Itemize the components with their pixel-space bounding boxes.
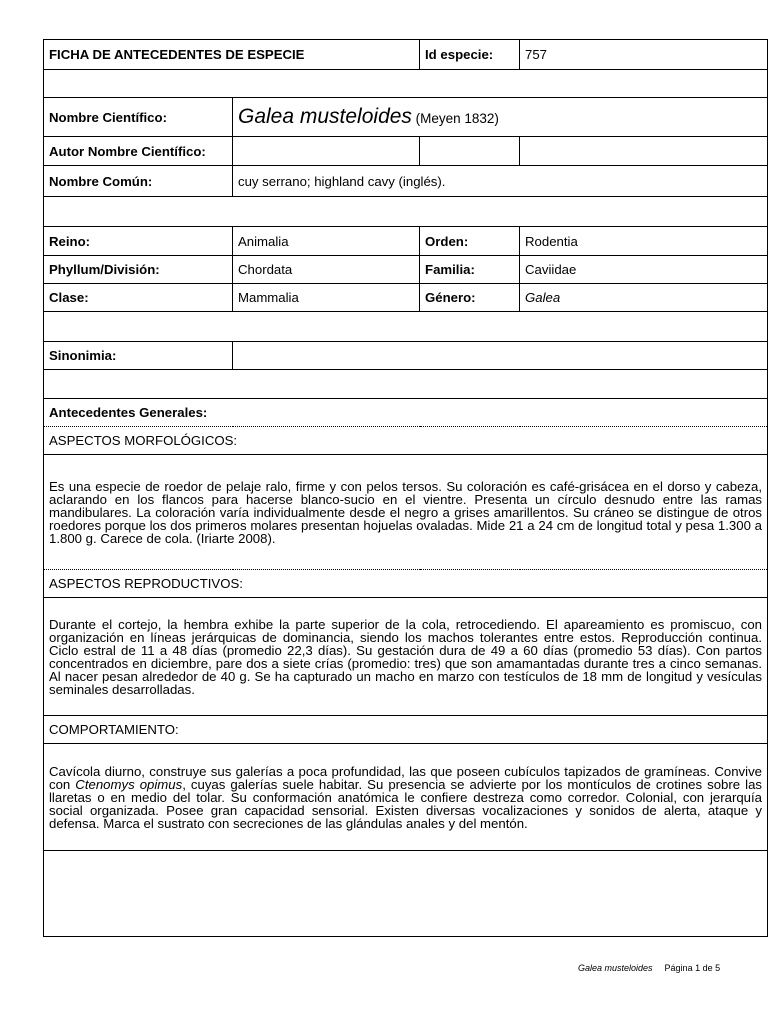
repro-heading-row xyxy=(44,570,768,598)
class-row xyxy=(44,284,768,312)
species-id-label: Id especie: xyxy=(420,40,520,70)
behav-text-part-2: , cuyas galerías suele habitar. Su presencia se advierte por los montículos de crotines sobre las llaretas o en medio del tolar. Su conformación anatómica le confiere destreza como corredor. Colonial, con jerarquía social organizada. Posee gran capacidad sensorial. Existen diversas vocalizaciones y sonidos de alerta, ataque y defensa. Marca el sustrato con secreciones de las glándulas anales y del mentón. xyxy=(49,776,763,831)
class-value: Mammalia xyxy=(233,284,420,312)
footer-title: Galea musteloides xyxy=(578,963,653,973)
phylum-row xyxy=(44,256,768,284)
morph-heading: ASPECTOS MORFOLÓGICOS: xyxy=(44,427,768,455)
behav-text-part-1: Cavícola diurno, construye sus galerías a poca profundidad, las que poseen cubículos tapizados de gramíneas. Convive con xyxy=(49,763,763,792)
morph-text-row xyxy=(44,455,768,570)
author-label: Autor Nombre Científico: xyxy=(44,137,233,166)
behav-heading-row xyxy=(44,716,768,744)
scientific-author-year: (Meyen 1832) xyxy=(415,111,499,126)
species-id-value: 757 xyxy=(520,40,768,70)
scientific-name-row xyxy=(44,98,768,137)
general-label: Antecedentes Generales: xyxy=(44,399,768,427)
family-label: Familia: xyxy=(420,256,520,284)
synonymy-row xyxy=(44,342,768,370)
kingdom-label: Reino: xyxy=(44,227,233,256)
spacer-row xyxy=(44,197,768,227)
general-row xyxy=(44,399,768,427)
sheet-title: FICHA DE ANTECEDENTES DE ESPECIE xyxy=(44,40,420,70)
behav-text xyxy=(44,744,768,851)
morph-heading-row xyxy=(44,427,768,455)
phylum-label: Phyllum/División: xyxy=(44,256,233,284)
header-row xyxy=(44,40,768,70)
empty-final-row xyxy=(44,851,768,937)
class-label: Clase: xyxy=(44,284,233,312)
author-value xyxy=(233,137,420,166)
kingdom-row xyxy=(44,227,768,256)
species-sheet-table xyxy=(43,39,768,937)
common-name-label: Nombre Común: xyxy=(44,166,233,197)
spacer-row xyxy=(44,312,768,342)
scientific-name: Galea musteloides xyxy=(238,105,412,128)
behav-heading: COMPORTAMIENTO: xyxy=(44,716,768,744)
genus-value: Galea xyxy=(520,284,768,312)
genus-label: Género: xyxy=(420,284,520,312)
scientific-name-cell xyxy=(233,98,768,137)
synonymy-label: Sinonimia: xyxy=(44,342,233,370)
family-value: Caviidae xyxy=(520,256,768,284)
behav-species-name: Ctenomys opimus xyxy=(75,776,183,792)
order-value: Rodentia xyxy=(520,227,768,256)
repro-heading: ASPECTOS REPRODUCTIVOS: xyxy=(44,570,768,598)
spacer-row xyxy=(44,370,768,399)
page-footer xyxy=(578,963,720,973)
common-name-value: cuy serrano; highland cavy (inglés). xyxy=(233,166,768,197)
repro-text-row xyxy=(44,598,768,716)
repro-text: Durante el cortejo, la hembra exhibe la parte superior de la cola, retrocediendo. El apareamiento es promiscuo, con organización en líneas jerárquicas de dominancia, siendo los machos tolerantes entre estos. Reproducción continua. Ciclo estral de 11 a 48 días (promedio 22,3 días). Su gestación dura de 49 a 60 días (promedio 53 días). Con partos concentrados en diciembre, pare dos a siete crías (promedio: tres) que son amamantadas durante tres a cinco semanas. Al nacer pesan alrededor de 40 g. Se ha capturado un macho en marzo con testículos de 18 mm de longitud y vesículas seminales desarrolladas. xyxy=(44,598,768,716)
order-label: Orden: xyxy=(420,227,520,256)
kingdom-value: Animalia xyxy=(233,227,420,256)
synonymy-value xyxy=(233,342,768,370)
behav-text-row xyxy=(44,744,768,851)
scientific-name-label: Nombre Científico: xyxy=(44,98,233,137)
common-name-row xyxy=(44,166,768,197)
morph-text: Es una especie de roedor de pelaje ralo, firme y con pelos tersos. Su coloración es café-grisácea en el dorso y cabeza, aclarando en los flancos para hacerse blanco-sucio en el vientre. Presenta un círculo desnudo entre las ramas mandibulares. La coloración varía individualmente desde el negro a grises amarillentos. Su cráneo se distingue de otros roedores porque los dos primeros molares presentan hojuelas ovaladas. Mide 21 a 24 cm de longitud total y pesa 1.300 a 1.800 g. Carece de cola. (Iriarte 2008). xyxy=(44,455,768,570)
phylum-value: Chordata xyxy=(233,256,420,284)
author-row xyxy=(44,137,768,166)
footer-page-number: Página 1 de 5 xyxy=(664,963,721,973)
spacer-row xyxy=(44,70,768,98)
